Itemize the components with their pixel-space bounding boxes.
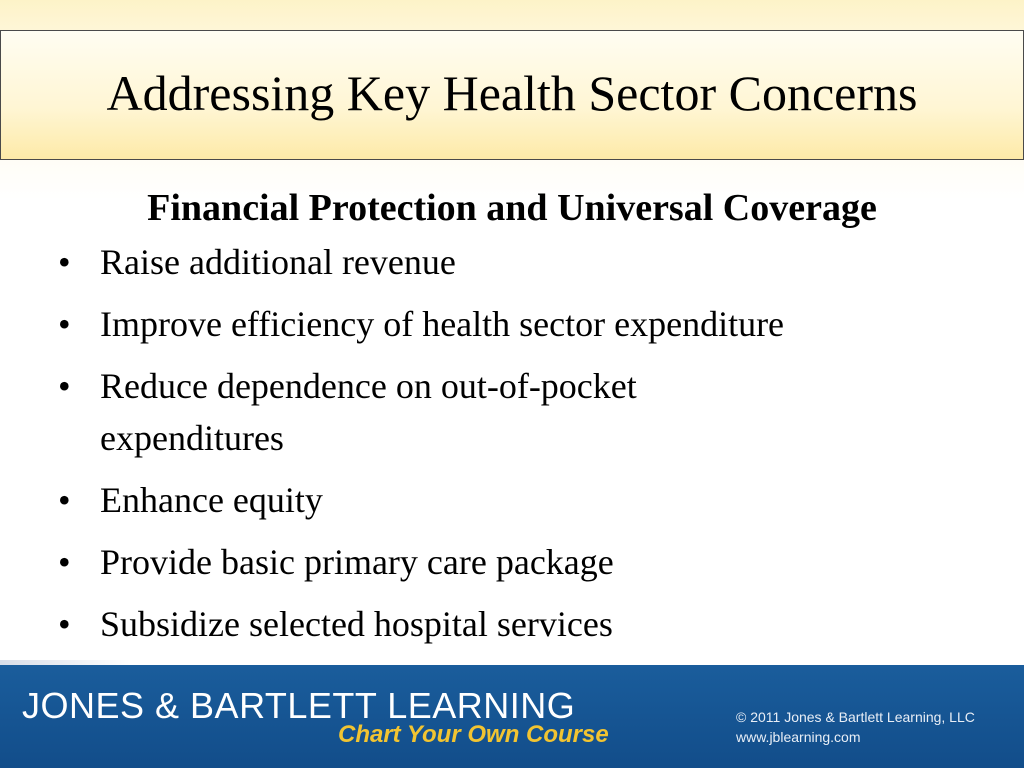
bullet-icon: • xyxy=(58,542,71,582)
bullet-text: Enhance equity xyxy=(100,480,323,520)
bullet-item xyxy=(0,474,1024,526)
bullet-icon: • xyxy=(58,242,71,282)
publisher-tagline: Chart Your Own Course xyxy=(338,721,609,748)
bullet-item xyxy=(0,236,1024,288)
footer-banner xyxy=(0,665,1024,768)
publisher-logo-text: JONES & BARTLETT LEARNING xyxy=(22,685,576,726)
title-box xyxy=(0,30,1024,160)
bullet-list xyxy=(0,236,1024,650)
slide-content xyxy=(0,178,1024,660)
bullet-text: Improve efficiency of health sector expenditure xyxy=(100,304,785,344)
bullet-text: Provide basic primary care package xyxy=(100,542,614,582)
bullet-item xyxy=(0,536,1024,588)
bullet-icon: • xyxy=(58,304,71,344)
website-text: www.jblearning.com xyxy=(736,729,861,745)
bullet-text: Subsidize selected hospital services xyxy=(100,604,613,644)
bullet-icon: • xyxy=(58,480,71,520)
bullet-text: Raise additional revenue xyxy=(100,242,456,282)
bullet-icon: • xyxy=(58,366,71,406)
bullet-item xyxy=(0,360,1024,464)
copyright-text: © 2011 Jones & Bartlett Learning, LLC xyxy=(736,709,975,725)
slide-subheading: Financial Protection and Universal Coverage xyxy=(147,187,877,229)
bullet-item xyxy=(0,298,1024,350)
slide-title: Addressing Key Health Sector Concerns xyxy=(106,65,918,121)
bullet-text: Reduce dependence on out-of-pocket expenditures xyxy=(100,366,637,458)
bullet-icon: • xyxy=(58,604,71,644)
bullet-item xyxy=(0,598,1024,650)
